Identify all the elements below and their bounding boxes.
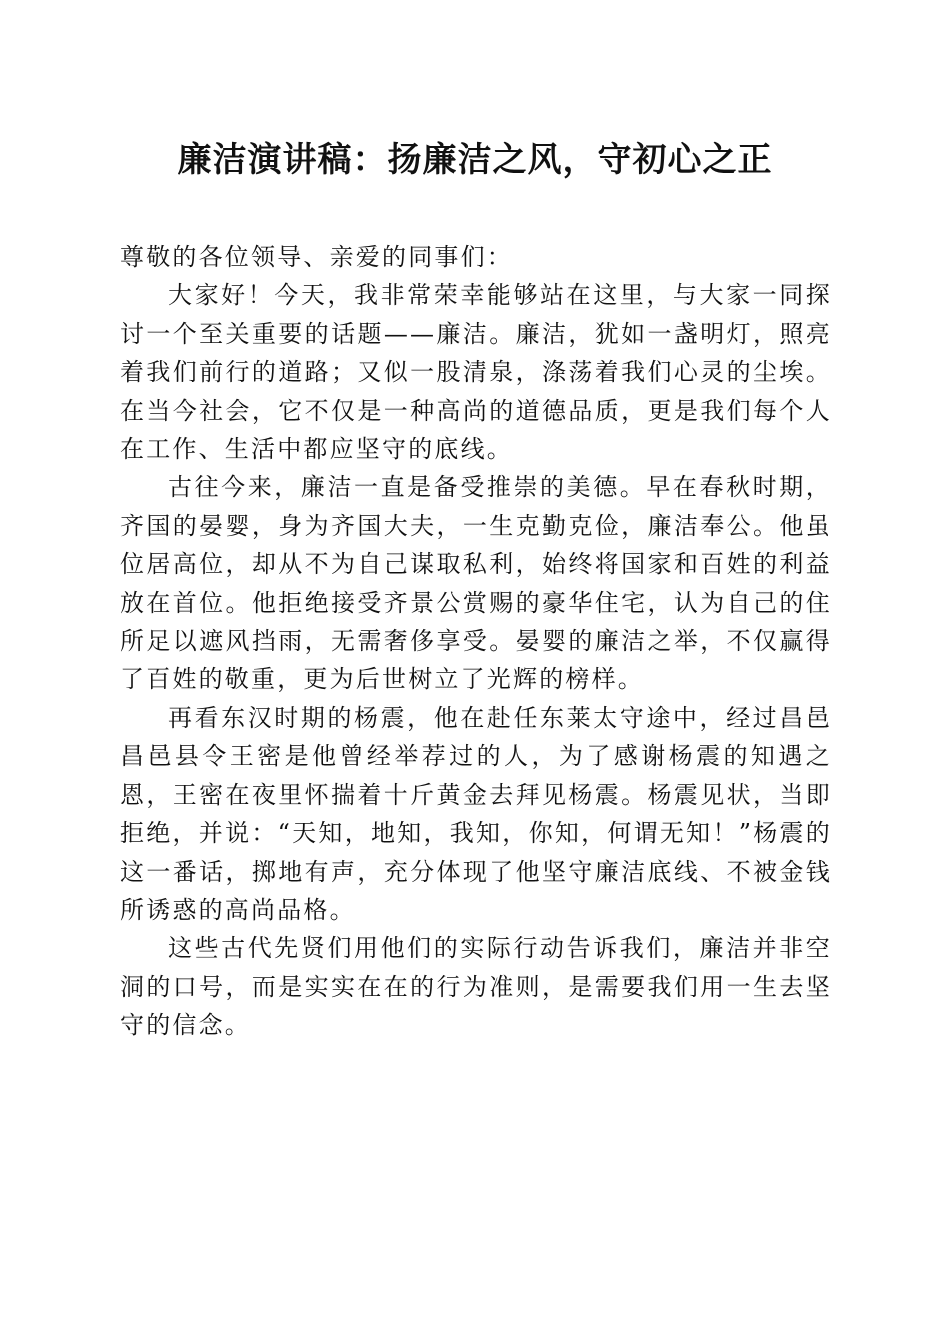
paragraph-yang-zhen: 再看东汉时期的杨震，他在赴任东莱太守途中，经过昌邑昌邑县令王密是他曾经举荐过的人，为了感谢杨震的知遇之恩，王密在夜里怀揣着十斤黄金去拜见杨震。杨震见状，当即拒绝，并说：“天知，地知，我知，你知，何谓无知！”杨震的这一番话，掷地有声，充分体现了他坚守廉洁底线、不被金钱所诱惑的高尚品格。 — [120, 703, 832, 924]
document-body — [120, 238, 832, 1045]
paragraph-greeting: 大家好！今天，我非常荣幸能够站在这里，与大家一同探讨一个至关重要的话题——廉洁。廉洁，犹如一盏明灯，照亮着我们前行的道路；又似一股清泉，涤荡着我们心灵的尘埃。在当今社会，它不仅是一种高尚的道德品质，更是我们每个人在工作、生活中都应坚守的底线。 — [120, 281, 832, 464]
salutation: 尊敬的各位领导、亲爱的同事们： — [120, 243, 513, 271]
paragraph-conclusion: 这些古代先贤们用他们的实际行动告诉我们，廉洁并非空洞的口号，而是实实在在的行为准则，是需要我们用一生去坚守的信念。 — [120, 934, 832, 1040]
paragraph-yan-ying: 古往今来，廉洁一直是备受推崇的美德。早在春秋时期，齐国的晏婴，身为齐国大夫，一生克勤克俭，廉洁奉公。他虽位居高位，却从不为自己谋取私利，始终将国家和百姓的利益放在首位。他拒绝接受齐景公赏赐的豪华住宅，认为自己的住所足以遮风挡雨，无需奢侈享受。晏婴的廉洁之举，不仅赢得了百姓的敬重，更为后世树立了光辉的榜样。 — [120, 473, 832, 694]
document-title: 廉洁演讲稿：扬廉洁之风，守初心之正 — [177, 140, 773, 180]
